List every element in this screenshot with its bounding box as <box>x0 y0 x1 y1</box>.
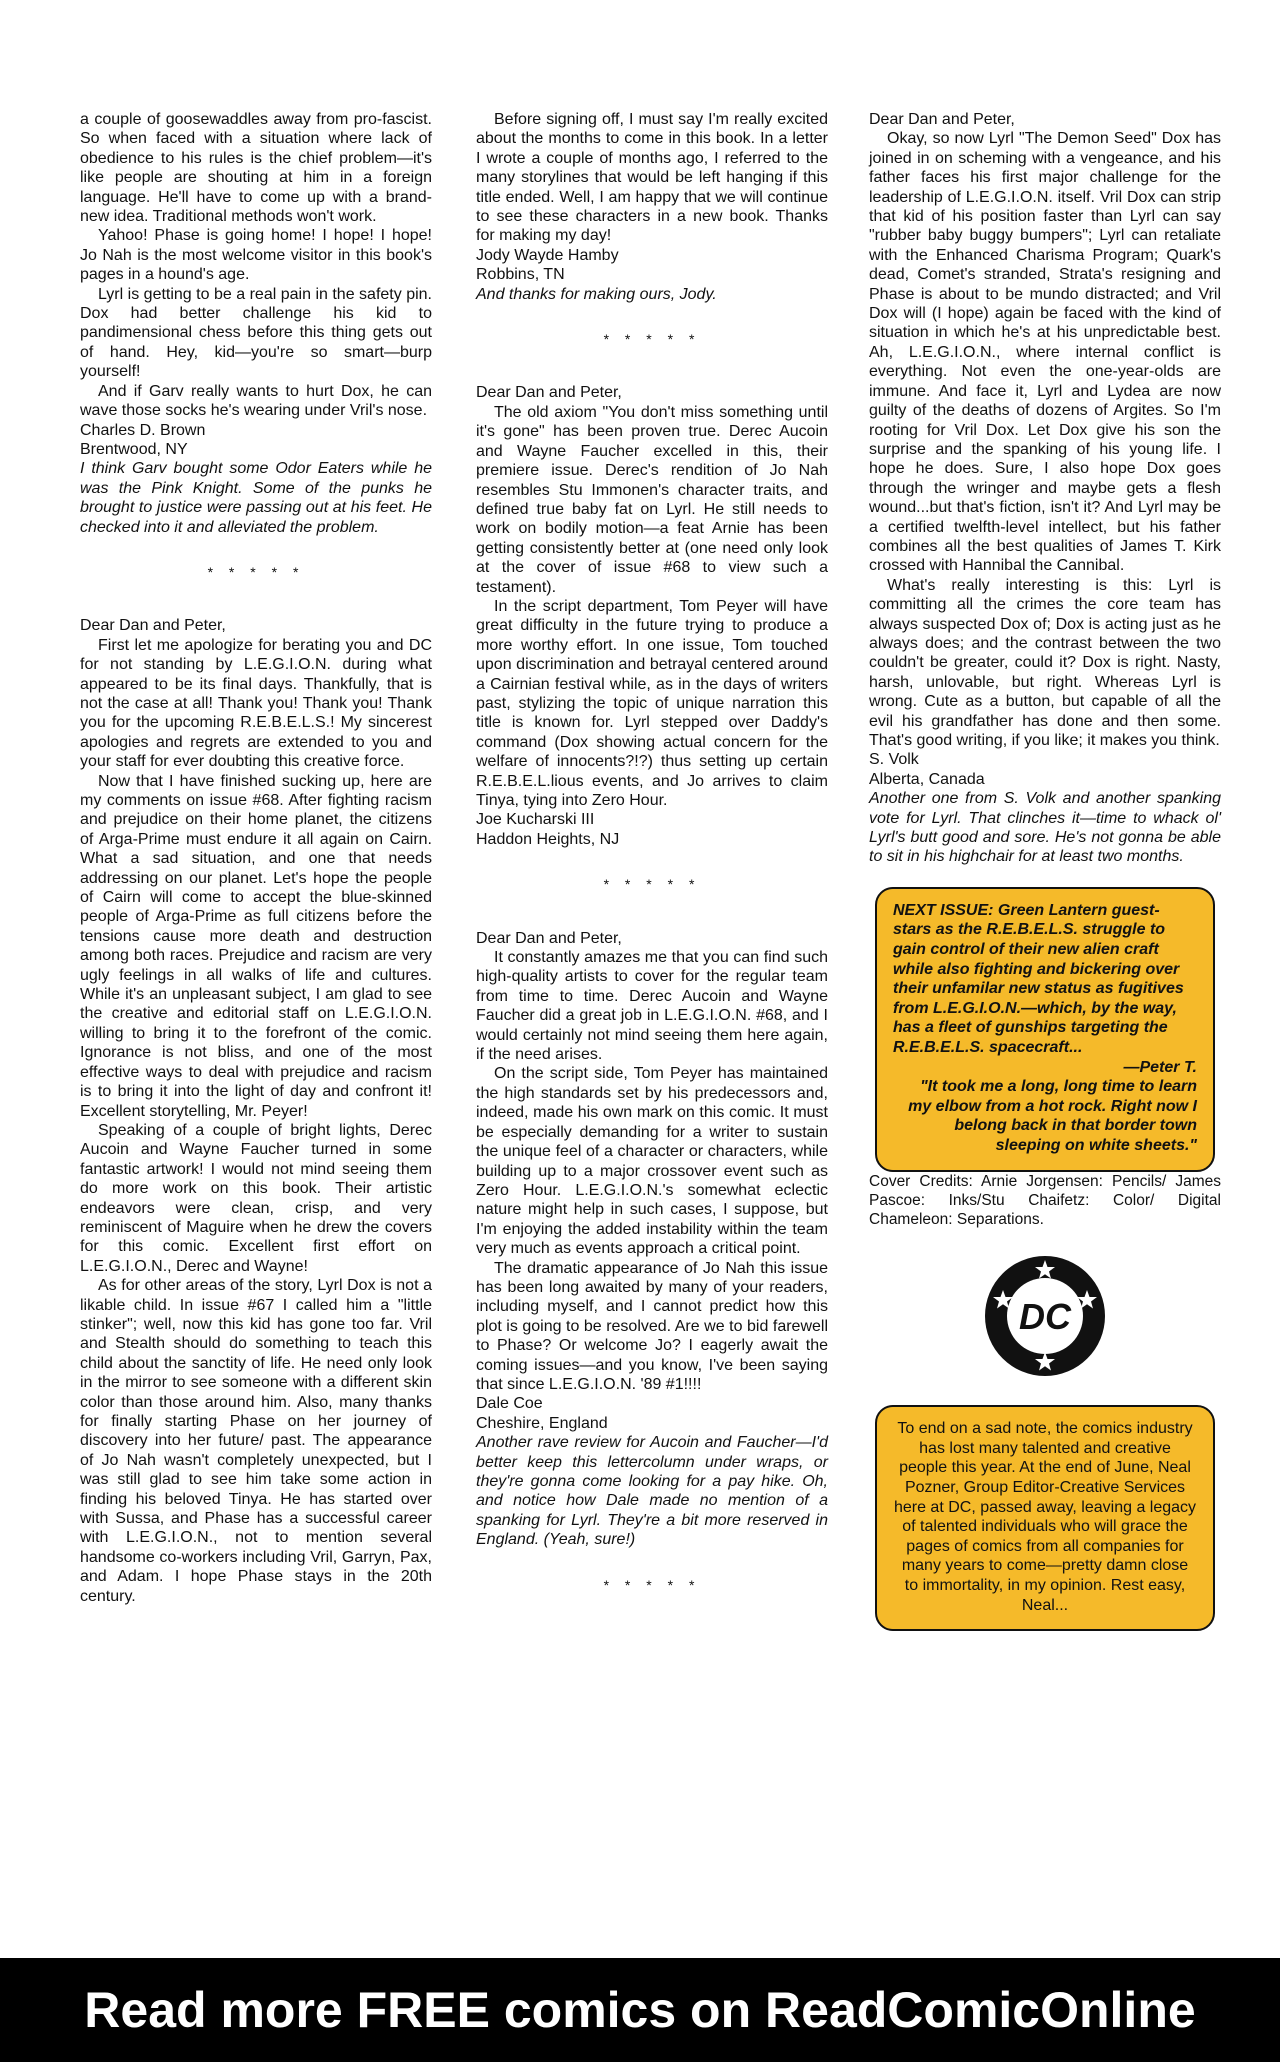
signature-name: Dale Coe <box>476 1395 543 1413</box>
letter-paragraph: In the script department, Tom Peyer will have great difficulty in the future trying to produce a more worthy effort. In one issue, Tom touched upon discrimination and betrayal centered around a Cairnian festival while, as in the days of writers past, stylizing the topic of unique narration this title is known for. Lyrl stepped over Daddy's command (Dox showing actual concern for the welfare of innocents?!?) thus setting up certain R.E.B.E.L.lious events, and Jo arrives to claim Tinya, tying into Zero Hour. <box>476 597 828 809</box>
letter-greeting: Dear Dan and Peter, <box>869 111 1015 128</box>
letter-paragraph: Before signing off, I must say I'm really excited about the months to come in this book. In a letter I wrote a couple of months ago, I referred to the many storylines that would be left hanging if this title ended. Well, I am happy that we will continue to see these characters in a new book. Thanks for making my day! <box>476 111 828 245</box>
next-issue-text: NEXT ISSUE: Green Lantern guest-stars as the R.E.B.E.L.S. struggle to gain control of their new alien craft while also fighting and bickering over their unfamilar new status as fugitives from L.E.G.I.O.N.—which, by the way, has a fleet of gunships targeting the R.E.B.E.L.S. spacecraft... <box>893 901 1184 1056</box>
signature-place: Brentwood, NY <box>80 440 188 458</box>
editor-reply: Another one from S. Volk and another spanking vote for Lyrl. That clinches it—time to whack ol' Lyrl's butt good and sore. He's not gonna be able to sit in his highchair for at least two months. <box>869 790 1221 866</box>
section-divider: * * * * * <box>603 876 701 893</box>
letter-paragraph: The old axiom "You don't miss something until it's gone" has been proven true. Derec Aucoin and Wayne Faucher excelled in this, their premiere issue. Derec's rendition of Jo Nah resembles Stu Immonen's character traits, and defined true baby fat on Lyrl. He still needs to work on bodily motion—a feat Arnie has been getting consistently better at (one need only look at the cover of issue #68 to view such a testament). <box>476 403 828 596</box>
sad-note-box <box>875 1405 1215 1631</box>
letter-paragraph: Speaking of a couple of bright lights, Derec Aucoin and Wayne Faucher turned in some fantastic artwork! I would not mind seeing them do more work on this book. Their artistic endeavors were clean, crisp, and very reminiscent of Maguire when he drew the covers for this comic. Excellent first effort on L.E.G.I.O.N., Derec and Wayne! <box>80 1121 432 1275</box>
letter-paragraph: It constantly amazes me that you can find such high-quality artists to cover for the regular team from time to time. Derec Aucoin and Wayne Faucher did a great job in L.E.G.I.O.N. #68, and I would certainly not mind seeing them here again, if the need arises. <box>476 949 828 1064</box>
sad-note-text: To end on a sad note, the comics industry has lost many talented and creative people this year. At the end of June, Neal Pozner, Group Editor-Creative Services here at DC, passed away, leaving a legacy of talented individuals who will grace the pages of comics from all companies for many years to come—pretty damn close to immortality, in my opinion. Rest easy, Neal... <box>893 1420 1197 1614</box>
letter-paragraph: Yahoo! Phase is going home! I hope! I hope! Jo Nah is the most welcome visitor in this book's pages in a hound's age. <box>80 227 432 284</box>
letter-paragraph: Okay, so now Lyrl "The Demon Seed" Dox has joined in on scheming with a vengeance, and his father faces his first major challenge for the leadership of L.E.G.I.O.N. itself. Vril Dox can strip that kid of his position faster than Lyrl can say "rubber baby buggy bumpers"; Lyrl can retaliate with the Enhanced Charisma Program; Quark's dead, Comet's stranded, Strata's resigning and Phase is about to be mundo distracted; and Vril Dox will (I hope) again be faced with the kind of situation in which he's at his unpredictable best. Ah, L.E.G.I.O.N., where internal conflict is everything. Not even the one-year-olds are immune. And face it, Lyrl and Lydea are now guilty of the deaths of dozens of Argites. So I'm rooting for Vril Dox. Let Dox give his son the surprise and the spanking of his young life. I hope he does. Sure, I also hope Dox goes through the wringer and maybe gets a flesh wound...but that's fiction, isn't it? And Lyrl may be a certified twelfth-level intellect, but his father combines all the best qualities of James T. Kirk crossed with Hannibal the Cannibal. <box>869 130 1221 575</box>
section-divider: * * * * * <box>207 563 305 580</box>
signature-place: Alberta, Canada <box>869 770 985 788</box>
letter-paragraph: a couple of goosewaddles away from pro-fascist. So when faced with a situation where lack of obedience to his rules is the chief problem—it's like people are shouting at him in a foreign language. He'll have to come up with a brand-new idea. Traditional methods won't work. <box>80 111 432 226</box>
signature-name: Joe Kucharski III <box>476 811 595 829</box>
letter-greeting: Dear Dan and Peter, <box>80 617 226 635</box>
signature-name: Charles D. Brown <box>80 421 206 439</box>
editor-reply: And thanks for making ours, Jody. <box>476 285 717 303</box>
letter-paragraph: First let me apologize for berating you and DC for not standing by L.E.G.I.O.N. during what appeared to be its final days. Thankfully, that is not the case at all! Thank you! Thank you! Thank you for the upcoming R.E.B.E.L.S.! My sincerest apologies and regrets are extended to you and your staff for ever doubting this creative force. <box>80 636 432 771</box>
section-divider: * * * * * <box>603 331 701 348</box>
letter-paragraph: Now that I have finished sucking up, here are my comments on issue #68. After fighting racism and prejudice on their home planet, the citizens of Arga-Prime must endure it all again on Cairn. What a sad situation, and one that needs addressing on our planet. Let's hope the people of Cairn will come to accept the blue-skinned people of Arga-Prime as full citizens before the tensions cause more death and destruction among both races. Prejudice and racism are very ugly feelings in all walks of life and cultures. While it's an unpleasant subject, I am glad to see the creative and editorial staff on L.E.G.I.O.N. willing to bring it to the forefront of the comic. Ignorance is not bliss, and one of the most effective ways to deal with prejudice and racism is to bring it into the light of day and confront it! Excellent storytelling, Mr. Peyer! <box>80 772 432 1120</box>
signature-place: Haddon Heights, NJ <box>476 830 620 848</box>
editor-reply: Another rave review for Aucoin and Faucher—I'd better keep this lettercolumn under wraps, or they're gonna come looking for a pay hike. Oh, and notice how Dale made no mention of a spanking for Lyrl. They're a bit more reserved in England. (Yeah, sure!) <box>476 1434 828 1549</box>
letter-paragraph: Lyrl is getting to be a real pain in the safety pin. Dox had better challenge his kid to pandimensional chess before this thing gets out of hand. Hey, kid—you're so smart—burp yourself! <box>80 285 432 381</box>
letters-column-2 <box>476 110 828 1629</box>
signature-place: Robbins, TN <box>476 266 565 284</box>
letter-paragraph: On the script side, Tom Peyer has maintained the high standards set by his predecessors and, indeed, made his own mark on this comic. It must be especially demanding for a writer to sustain the unique feel of a character or characters, while building up to a major crossover event such as Zero Hour. L.E.G.I.O.N.'s somewhat eclectic nature might help in such cases, I suppose, but I'm enjoying the added instability within the team very much as events approach a critical point. <box>476 1065 828 1258</box>
letters-column-1 <box>80 110 432 1606</box>
signature-name: S. Volk <box>869 751 919 769</box>
next-issue-signature: —Peter T. <box>1123 1058 1197 1076</box>
promo-footer-banner[interactable]: Read more FREE comics on ReadComicOnline <box>0 1958 1280 2062</box>
letter-paragraph: What's really interesting is this: Lyrl is committing all the crimes the core team has always suspected Dox of; Dox is acting just as he always does; and the contrast between the two couldn't be greater, could it? Dox is right. Nasty, harsh, unlovable, but right. Whereas Lyrl is wrong. Cute as a button, but capable of all the evil his grandfather has done and then some. That's good writing, if you like; it makes you think. <box>869 576 1221 749</box>
next-issue-quote: "It took me a long, long time to learn my elbow from a hot rock. Right now I belong back in that border town sleeping on white sheets." <box>908 1078 1197 1154</box>
letter-greeting: Dear Dan and Peter, <box>476 929 622 947</box>
cover-credits: Cover Credits: Arnie Jorgensen: Pencils/ James Pascoe: Inks/Stu Chaifetz: Color/ Digital Chameleon: Separations. <box>869 1172 1221 1229</box>
letter-greeting: Dear Dan and Peter, <box>476 384 622 402</box>
letter-paragraph: As for other areas of the story, Lyrl Dox is not a likable child. In issue #67 I called him a "little stinker"; well, now this kid has gone too far. Vril and Stealth should do something to teach this child about the sanctity of life. He need only look in the mirror to see someone with a different skin color than those around him. Also, many thanks for finally starting Phase on her journey of discovery into her future/ past. The appearance of Jo Nah wasn't completely unexpected, but I was still glad to see him take some action in finding his beloved Tinya. He has started over with Sussa, and Phase has a successful career with L.E.G.I.O.N., not to mention several handsome co-workers including Vril, Garryn, Pax, and Adam. I hope Phase stays in the 20th century. <box>80 1277 432 1605</box>
dc-logo-text: DC <box>1019 1295 1071 1337</box>
next-issue-box <box>875 887 1215 1172</box>
signature-name: Jody Wayde Hamby <box>476 246 619 264</box>
letter-paragraph: The dramatic appearance of Jo Nah this issue has been long awaited by many of your readers, including myself, and I cannot predict how this plot is going to be resolved. Are we to bid farewell to Phase? Or welcome Jo? I eagerly await the coming issues—and you know, I've been saying that since L.E.G.I.O.N. '89 #1!!!! <box>476 1259 828 1393</box>
signature-place: Cheshire, England <box>476 1414 608 1432</box>
letter-paragraph: And if Garv really wants to hurt Dox, he can wave those socks he's wearing under Vril's nose. <box>80 382 432 420</box>
section-divider: * * * * * <box>603 1576 701 1593</box>
dc-logo <box>869 1254 1221 1383</box>
editor-reply: I think Garv bought some Odor Eaters while he was the Pink Knight. Some of the punks he brought to justice were passing out at his feet. He checked into it and alleviated the problem. <box>80 460 432 536</box>
letters-column-3 <box>869 110 1221 1631</box>
dc-bullet-icon <box>983 1254 1107 1378</box>
